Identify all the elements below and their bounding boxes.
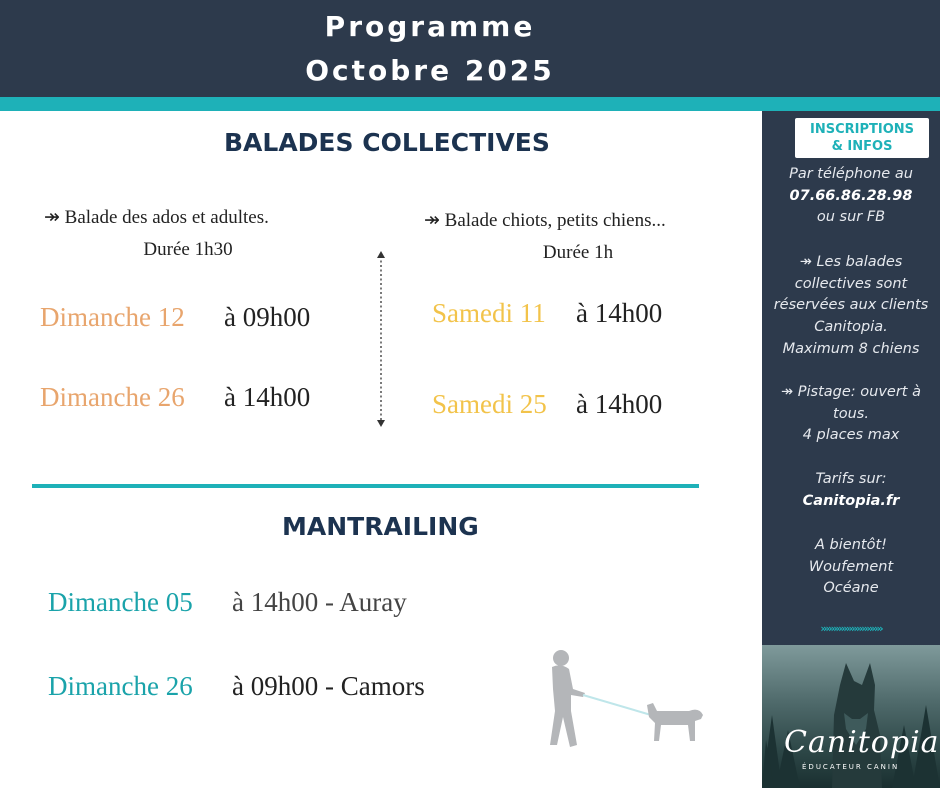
tarifs-label: Tarifs sur: bbox=[815, 471, 887, 487]
badge-line2: & INFOS bbox=[831, 139, 893, 154]
mantrailing-date-1: Dimanche 05 bbox=[48, 587, 193, 617]
balade-puppies-date-1: Samedi 11 bbox=[432, 298, 546, 328]
balade-puppies-description: ↠ Balade chiots, petits chiens... bbox=[424, 210, 666, 231]
website-link[interactable]: Canitopia.fr bbox=[802, 492, 900, 509]
mantrailing-title: MANTRAILING bbox=[282, 512, 479, 541]
contact-block bbox=[762, 164, 940, 229]
balade-adults-time-2: à 14h00 bbox=[224, 382, 311, 412]
badge-line1: INSCRIPTIONS bbox=[810, 122, 914, 137]
person-walking-dog-icon bbox=[535, 645, 710, 755]
balade-adults-duration: Durée 1h30 bbox=[143, 239, 233, 260]
balades-title: BALADES COLLECTIVES bbox=[224, 128, 550, 157]
balade-adults-date-2: Dimanche 26 bbox=[40, 382, 185, 412]
note2-line1: ↠ Pistage: ouvert à bbox=[781, 384, 921, 400]
contact-line1: Par téléphone au bbox=[789, 166, 913, 182]
phone-number[interactable]: 07.66.86.28.98 bbox=[789, 187, 913, 204]
note-balades bbox=[762, 252, 940, 361]
section-divider bbox=[32, 484, 699, 488]
mantrailing-date-2: Dimanche 26 bbox=[48, 671, 193, 701]
page-title-line1: Programme bbox=[324, 10, 536, 43]
header-accent-band bbox=[0, 97, 940, 111]
note2-line2: tous. bbox=[833, 405, 869, 422]
signoff-line1: A bientôt! bbox=[815, 537, 887, 553]
inscriptions-badge bbox=[795, 118, 929, 158]
note1-line3: réservées aux clients bbox=[773, 297, 929, 314]
note2-line3: 4 places max bbox=[802, 427, 900, 444]
canitopia-logo bbox=[762, 645, 940, 788]
page-title-line2: Octobre 2025 bbox=[305, 54, 555, 87]
logo-wordmark: Canitopia bbox=[784, 725, 940, 760]
balade-puppies-time-1: à 14h00 bbox=[576, 298, 663, 328]
note1-line4: Canitopia. bbox=[814, 319, 888, 336]
signoff-line2: Woufement bbox=[808, 558, 894, 575]
signoff-line3: Océane bbox=[823, 580, 879, 597]
contact-line3: ou sur FB bbox=[816, 209, 886, 226]
note-pistage bbox=[762, 382, 940, 447]
balade-adults-time-1: à 09h00 bbox=[224, 302, 311, 332]
mantrailing-time-2: à 09h00 - Camors bbox=[232, 671, 425, 701]
mantrailing-time-1: à 14h00 - Auray bbox=[232, 587, 407, 617]
balade-adults-date-1: Dimanche 12 bbox=[40, 302, 185, 332]
balade-puppies-date-2: Samedi 25 bbox=[432, 389, 547, 419]
logo-subtitle: ÉDUCATEUR CANIN bbox=[802, 763, 900, 771]
balade-puppies-time-2: à 14h00 bbox=[576, 389, 663, 419]
note1-line1: ↠ Les balades bbox=[799, 254, 903, 270]
balade-puppies-duration: Durée 1h bbox=[542, 242, 614, 263]
balade-adults-description: ↠ Balade des ados et adultes. bbox=[44, 207, 269, 228]
arrows-decoration: »»»»»»»»»»»» bbox=[820, 622, 882, 635]
note1-line5: Maximum 8 chiens bbox=[782, 340, 920, 357]
note1-line2: collectives sont bbox=[794, 275, 908, 292]
vertical-divider-icon bbox=[376, 250, 386, 428]
tarifs-block bbox=[762, 469, 940, 512]
signoff-block bbox=[762, 535, 940, 600]
